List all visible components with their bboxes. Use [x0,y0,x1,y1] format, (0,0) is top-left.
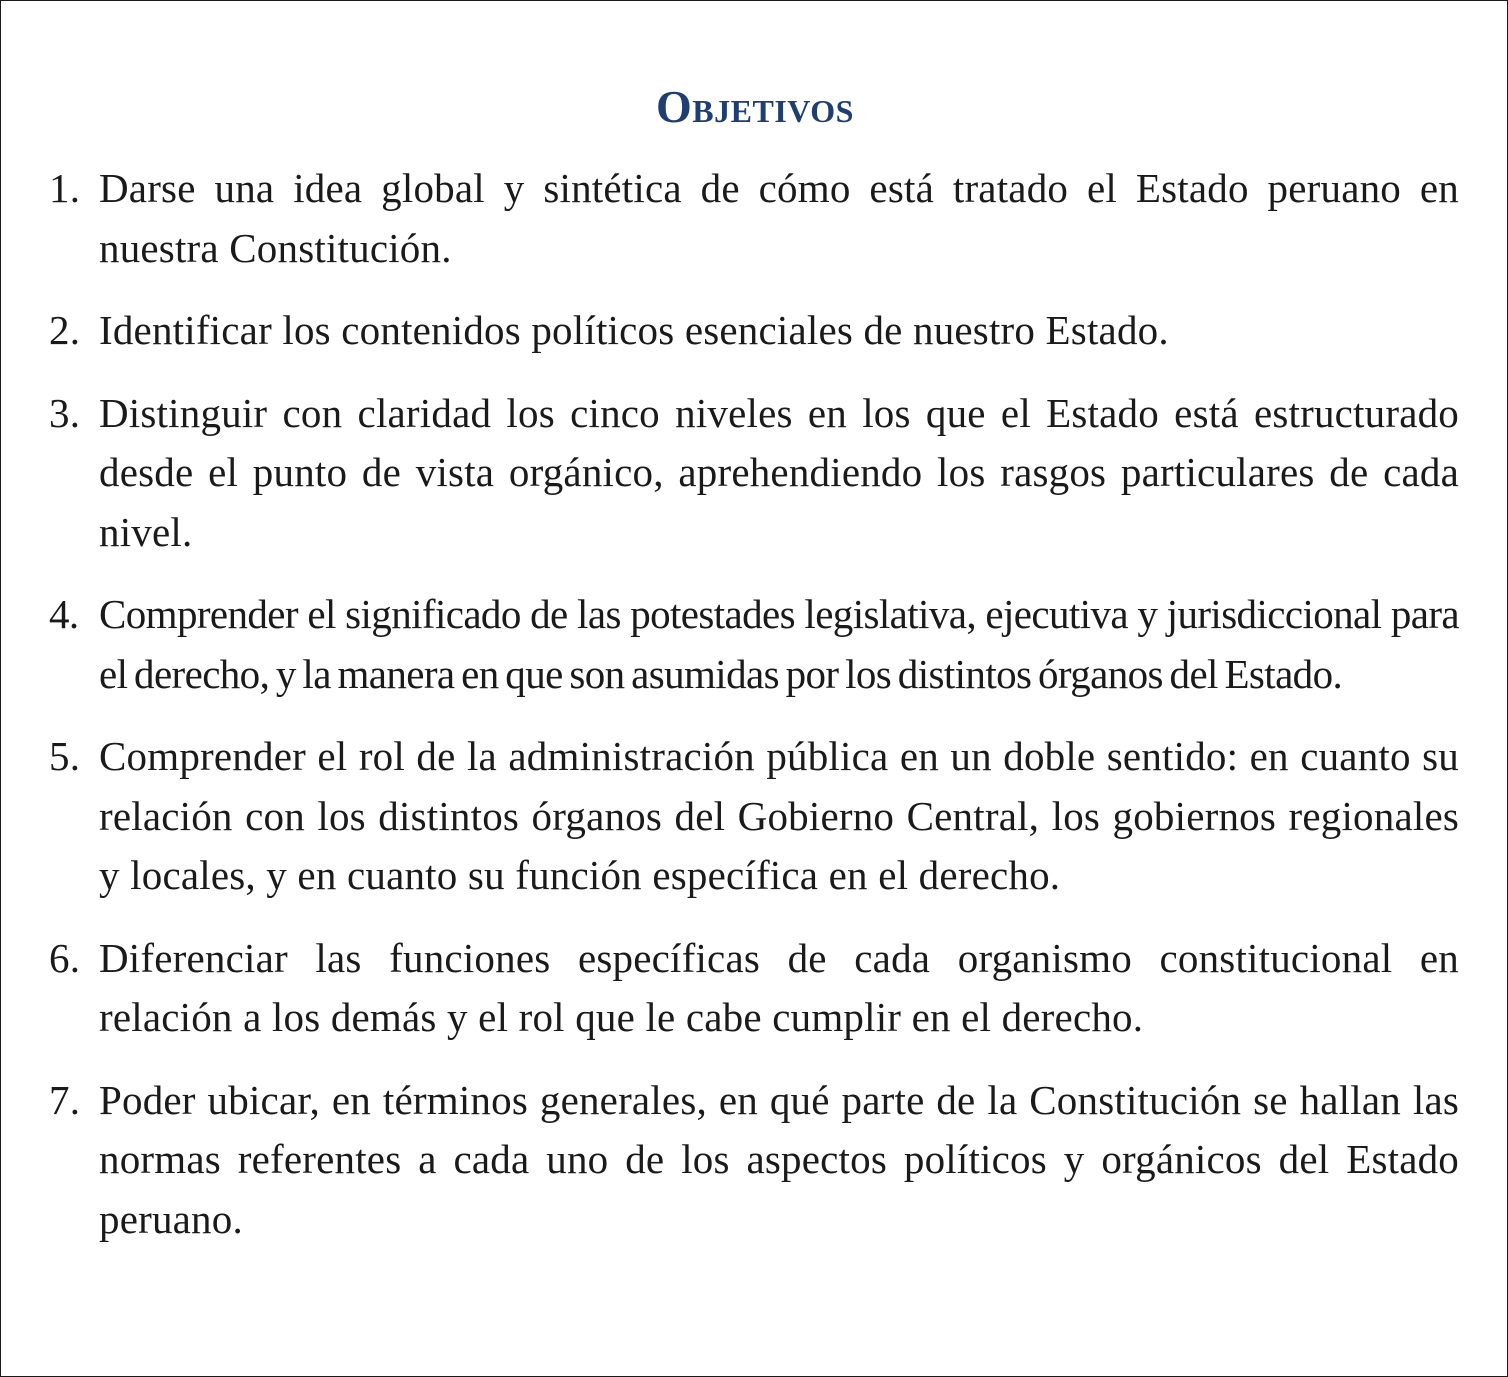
item-text: Comprender el significado de las potestades legislativa, ejecutiva y jurisdiccional para el derecho, y la manera en que son asumidas por los distintos órganos del Estado. [99,591,1459,697]
list-item [49,384,1459,563]
list-item [49,1071,1459,1250]
item-number: 5. [49,733,81,779]
item-number: 3. [49,389,81,436]
objectives-list [49,159,1459,1272]
item-text: Darse una idea global y sintética de cómo está tratado el Estado peruano en nuestra Constitución. [99,165,1459,271]
list-item [49,929,1459,1048]
item-text: Diferenciar las funciones específicas de cada organismo constitucional en relación a los demás y el rol que le cabe cumplir en el derecho. [99,934,1459,1040]
item-number: 2. [49,307,81,353]
list-item [49,727,1459,906]
item-number: 7. [49,1076,81,1123]
item-text: Comprender el rol de la administración pública en un doble sentido: en cuanto su relación con los distintos órganos del Gobierno Central, los gobiernos regionales y locales, y en cuanto su función específica en el derecho. [99,733,1459,898]
item-text: Distinguir con claridad los cinco niveles en los que el Estado está estructurado desde el punto de vista orgánico, aprehendiendo los rasgos particulares de cada nivel. [99,389,1459,555]
section-title: Objetivos [656,81,854,132]
list-item [49,159,1459,278]
list-item [49,301,1459,361]
list-item [49,585,1459,704]
item-text: Poder ubicar, en términos generales, en qué parte de la Constitución se hallan las normas referentes a cada uno de los aspectos políticos y orgánicos del Estado peruano. [99,1076,1459,1242]
item-number: 1. [49,165,81,211]
item-number: 4. [49,591,79,637]
item-number: 6. [49,934,81,981]
item-text: Identificar los contenidos políticos esenciales de nuestro Estado. [99,307,1169,353]
